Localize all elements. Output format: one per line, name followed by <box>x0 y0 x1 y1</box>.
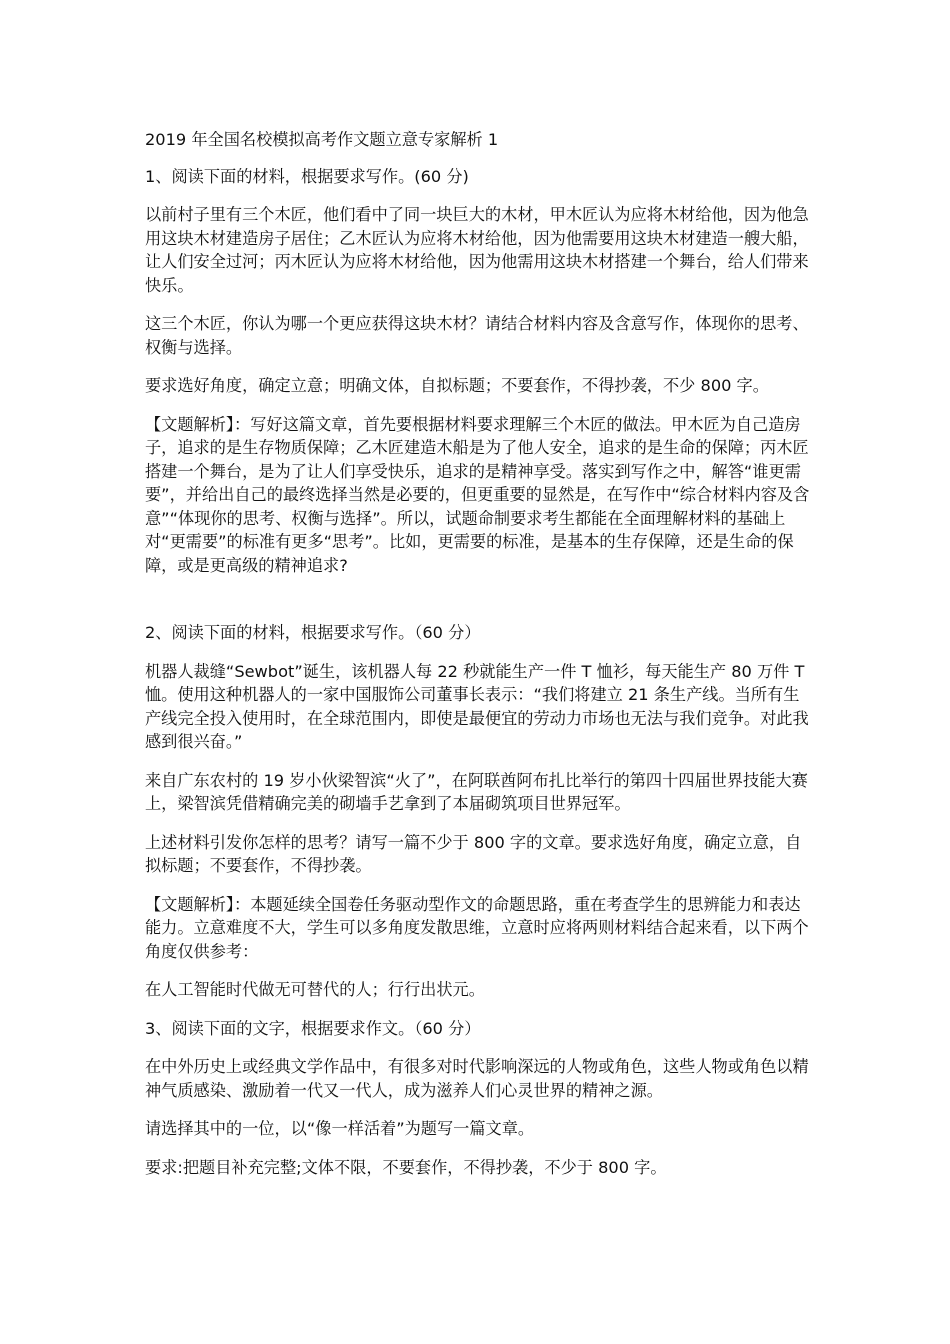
q2-angles: 在人工智能时代做无可替代的人；行行出状元。 <box>145 980 485 999</box>
q1-analysis: 【文题解析】：写好这篇文章，首先要根据材料要求理解三个木匠的做法。甲木匠为自己造房子，追求的是生存物质保障；乙木匠建造木船是为了他人安全，追求的是生命的保障；丙木匠搭建一个舞台，是为了让人们享受快乐，追求的是精神享受。落实到写作之中，解答“谁更需要”，并给出自己的最终选择当然是必要的，但更重要的显然是，在写作中“综合材料内容及含意”“体现你的思考、权衡与选择”。所以，试题命制要求考生都能在全面理解材料的基础上对“更需要”的标准有更多“思考”。比如，更需要的标准，是基本的生存保障，还是生命的保障，或是更高级的精神追求? <box>145 414 810 575</box>
q2-material-2: 来自广东农村的 19 岁小伙梁智滨“火了”，在阿联酋阿布扎比举行的第四十四届世界技能大赛上，梁智滨凭借精确完美的砌墙手艺拿到了本届砌筑项目世界冠军。 <box>145 770 808 813</box>
question-2 <box>145 621 811 1002</box>
q1-heading: 1、阅读下面的材料，根据要求写作。(60 分) <box>145 166 469 186</box>
document-page <box>145 128 811 1194</box>
q1-requirement: 要求选好角度，确定立意；明确文体，自拟标题；不要套作，不得抄袭，不少 800 字。 <box>145 376 769 395</box>
q3-requirement: 要求:把题目补充完整;文体不限，不要套作，不得抄袭，不少于 800 字。 <box>145 1157 667 1177</box>
q3-prompt: 请选择其中的一位，以“像一样活着”为题写一篇文章。 <box>145 1119 535 1138</box>
question-3 <box>145 1017 811 1180</box>
q1-material: 以前村子里有三个木匠，他们看中了同一块巨大的木材，甲木匠认为应将木材给他，因为他急用这块木材建造房子居住；乙木匠认为应将木材给他，因为他需要用这块木材建造一艘大船，让人们安全过河；丙木匠认为应将木材给他，因为他需用这块木材搭建一个舞台，给人们带来快乐。 <box>145 205 809 295</box>
q3-material: 在中外历史上或经典文学作品中，有很多对时代影响深远的人物或角色，这些人物或角色以精神气质感染、激励着一代又一代人，成为滋养人们心灵世界的精神之源。 <box>145 1057 809 1100</box>
q2-heading: 2、阅读下面的材料，根据要求写作。（60 分） <box>145 623 481 642</box>
q2-analysis: 【文题解析】：本题延续全国卷任务驱动型作文的命题思路，重在考查学生的思辨能力和表达能力。立意难度不大，学生可以多角度发散思维，立意时应将两则材料结合起来看，以下两个角度仅供参考： <box>145 894 809 961</box>
q2-prompt: 上述材料引发你怎样的思考？请写一篇不少于 800 字的文章。要求选好角度，确定立意，自拟标题；不要套作，不得抄袭。 <box>145 832 802 875</box>
q1-prompt: 这三个木匠，你认为哪一个更应获得这块木材？请结合材料内容及含意写作，体现你的思考、权衡与选择。 <box>145 314 809 357</box>
q2-material-1: 机器人裁缝“Sewbot”诞生，该机器人每 22 秒就能生产一件 T 恤衫，每天能生产 80 万件 T 恤。使用这种机器人的一家中国服饰公司董事长表示：“我们将建立 21 条生产线。当所有生产线完全投入使用时，在全球范围内，即使是最便宜的劳动力市场也无法与我们竞争。对此我感到很兴奋。” <box>145 661 809 751</box>
question-1 <box>145 165 811 578</box>
document-title: 2019 年全国名校模拟高考作文题立意专家解析 1 <box>145 130 499 149</box>
q3-heading: 3、阅读下面的文字，根据要求作文。（60 分） <box>145 1018 481 1038</box>
